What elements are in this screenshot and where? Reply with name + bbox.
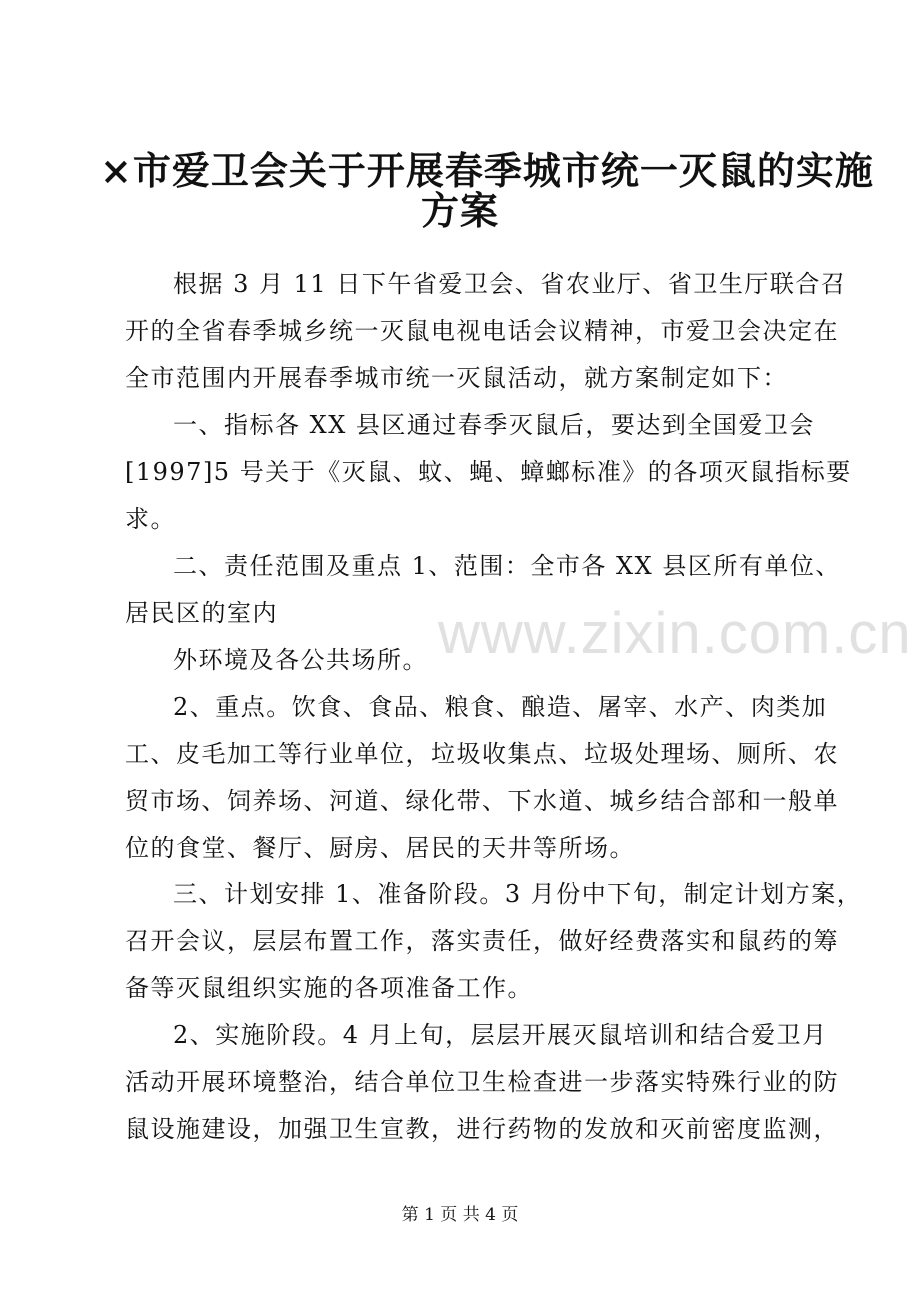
body-line: 2、实施阶段。4 月上旬，层层开展灭鼠培训和结合爱卫月 <box>173 1021 828 1049</box>
body-line: 贸市场、饲养场、河道、绿化带、下水道、城乡结合部和一般单 <box>125 787 839 815</box>
document-title-line-1: ×市爱卫会关于开展春季城市统一灭鼠的实施 <box>100 148 874 193</box>
body-line: 三、计划安排 1、准备阶段。3 月份中下旬，制定计划方案， <box>173 880 863 908</box>
body-line: 位的食堂、餐厅、厨房、居民的天井等所场。 <box>125 834 635 862</box>
body-line: 鼠设施建设，加强卫生宣教，进行药物的发放和灭前密度监测， <box>125 1115 839 1143</box>
body-line: 一、指标各 XX 县区通过春季灭鼠后，要达到全国爱卫会 <box>173 411 815 439</box>
body-line: [1997]5 号关于《灭鼠、蚊、蝇、蟑螂标准》的各项灭鼠指标要 <box>125 458 852 486</box>
body-line: 备等灭鼠组织实施的各项准备工作。 <box>125 974 533 1002</box>
body-line: 召开会议，层层布置工作，落实责任，做好经费落实和鼠药的筹 <box>125 927 839 955</box>
body-line: 全市范围内开展春季城市统一灭鼠活动，就方案制定如下： <box>125 364 788 392</box>
body-line: 居民区的室内 <box>125 599 278 627</box>
body-line: 二、责任范围及重点 1、范围：全市各 XX 县区所有单位、 <box>173 552 841 580</box>
body-line: 2、重点。饮食、食品、粮食、酿造、屠宰、水产、肉类加 <box>173 693 828 721</box>
body-line: 开的全省春季城乡统一灭鼠电视电话会议精神，市爱卫会决定在 <box>125 317 839 345</box>
page-number-footer: 第 1 页 共 4 页 <box>401 1205 519 1225</box>
body-line: 根据 3 月 11 日下午省爱卫会、省农业厅、省卫生厅联合召 <box>173 270 847 298</box>
document-title-line-2: 方案 <box>420 188 499 233</box>
body-line: 外环境及各公共场所。 <box>173 646 428 674</box>
body-line: 工、皮毛加工等行业单位，垃圾收集点、垃圾处理场、厕所、农 <box>125 740 839 768</box>
watermark-text: www.zixin.com.cn <box>438 601 912 666</box>
body-line: 求。 <box>125 505 176 533</box>
body-line: 活动开展环境整治，结合单位卫生检查进一步落实特殊行业的防 <box>125 1068 839 1096</box>
